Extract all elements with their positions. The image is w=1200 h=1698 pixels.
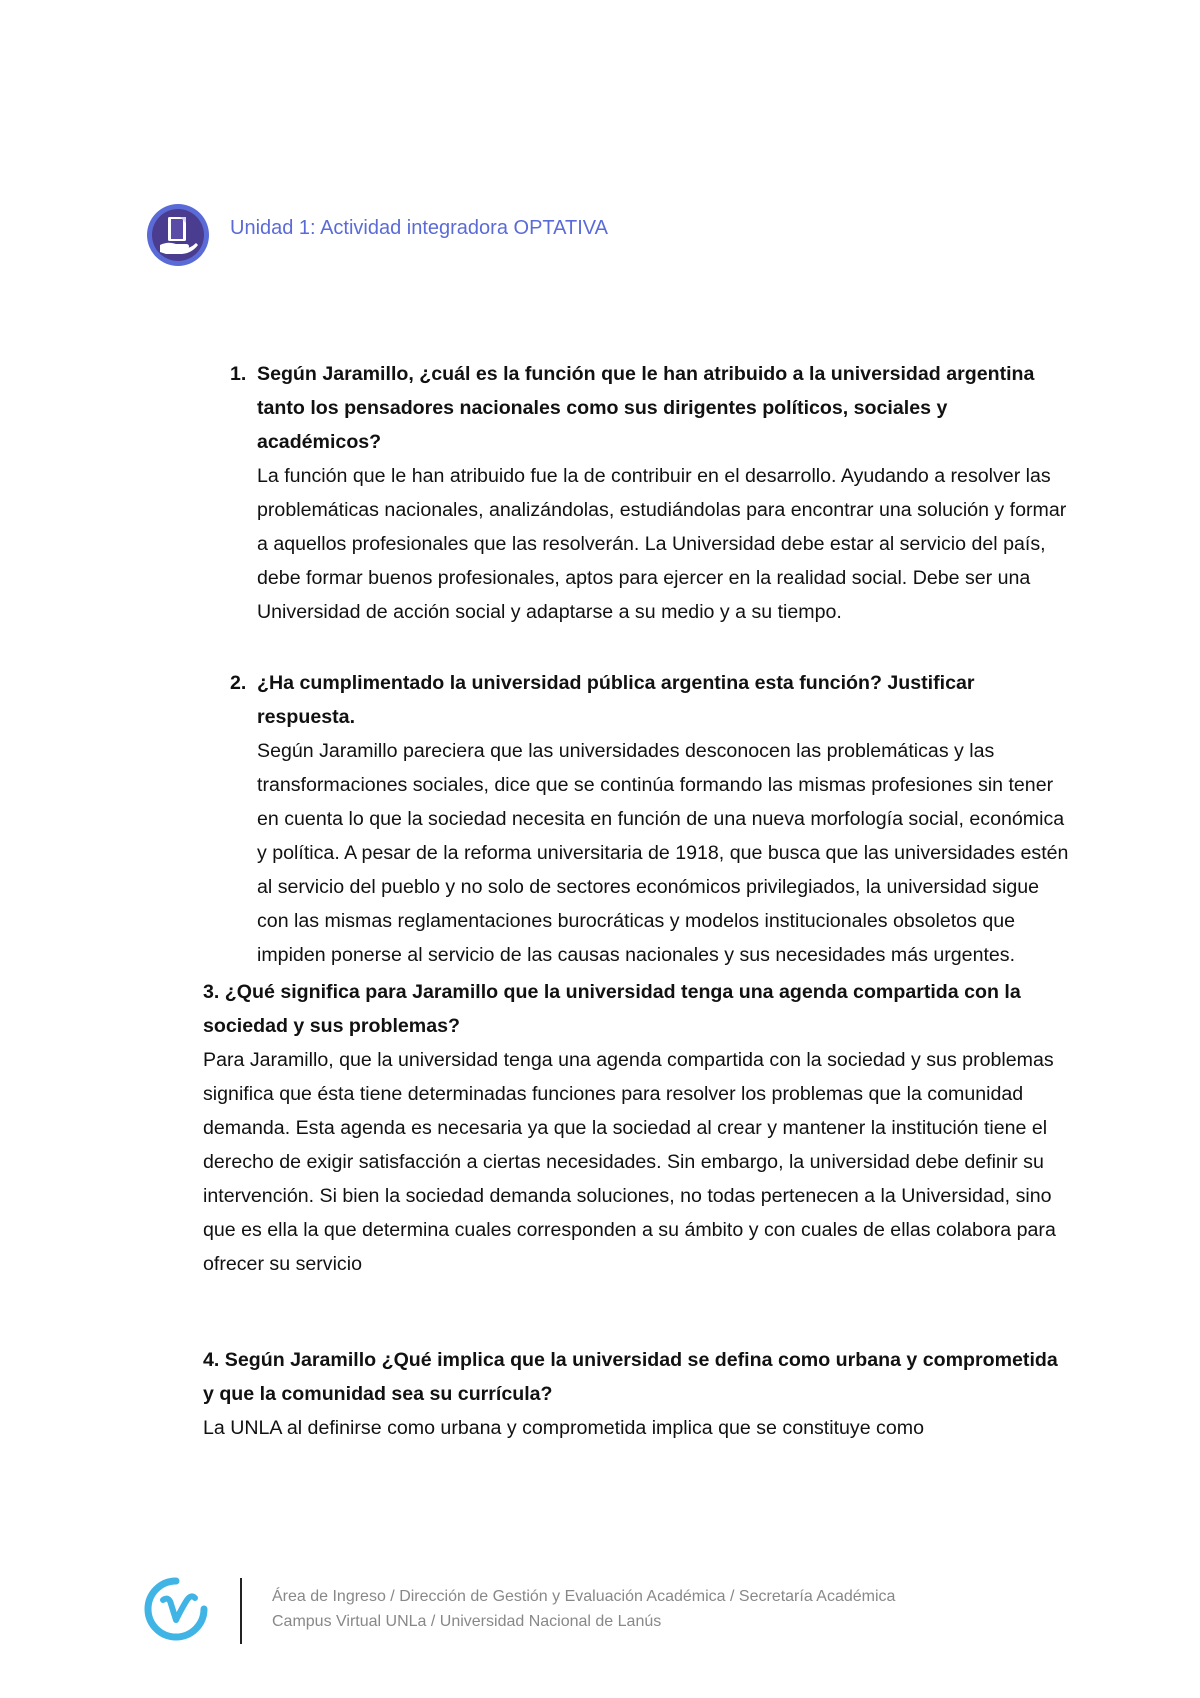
question-text: Según Jaramillo ¿Qué implica que la universidad se defina como urbana y comprometida y que la comunidad sea su currícula? [203,1349,1058,1405]
unit-title: Unidad 1: Actividad integradora OPTATIVA [230,217,608,239]
document-hand-icon [146,203,210,267]
question-number: 4. [203,1349,220,1371]
footer-line-1: Área de Ingreso / Dirección de Gestión y Evaluación Académica / Secretaría Académica [272,1588,896,1605]
question-block-4 [203,1343,1070,1445]
question-text: ¿Ha cumplimentado la universidad pública argentina esta función? Justificar respuesta. [257,672,975,728]
answer-text: La UNLA al definirse como urbana y comprometida implica que se constituye como [203,1417,924,1439]
footer-line-2: Campus Virtual UNLa / Universidad Nacional de Lanús [272,1613,662,1630]
question-block-2 [230,666,1070,972]
question-text-4 [203,1343,1070,1411]
page-footer [0,1576,1200,1656]
answer-text: Según Jaramillo pareciera que las universidades desconocen las problemáticas y las transformaciones sociales, dice que se continúa formando las mismas profesiones sin tener en cuenta lo que la sociedad necesita en función de una nueva morfología social, económica y política. A pesar de la reforma universitaria de 1918, que busca que las universidades estén al servicio del pueblo y no solo de sectores económicos privilegiados, la universidad sigue con las mismas reglamentaciones burocráticas y modelos institucionales obsoletos que impiden ponerse al servicio de las causas nacionales y sus necesidades más urgentes. [257,740,1069,966]
question-text: ¿Qué significa para Jaramillo que la universidad tenga una agenda compartida con la sociedad y sus problemas? [203,981,1021,1037]
document-body [203,357,1070,1445]
question-number: 3. [203,981,220,1003]
question-number: 2. [230,672,247,694]
footer-text [272,1584,895,1634]
question-text: Según Jaramillo, ¿cuál es la función que le han atribuido a la universidad argentina tanto los pensadores nacionales como sus dirigentes políticos, sociales y académicos? [257,363,1035,453]
question-text-3 [203,975,1070,1043]
unit-header [146,203,210,267]
answer-text: Para Jaramillo, que la universidad tenga una agenda compartida con la sociedad y sus problemas significa que ésta tiene determinadas funciones para resolver los problemas que la comunidad demanda. Esta agenda es necesaria ya que la sociedad al crear y mantener la institución tiene el derecho de exigir satisfacción a ciertas necesidades. Sin embargo, la universidad debe definir su intervención. Si bien la sociedad demanda soluciones, no todas pertenecen a la Universidad, sino que es ella la que determina cuales corresponden a su ámbito y con cuales de ellas colabora para ofrecer su servicio [203,1049,1056,1275]
campus-virtual-v-logo [143,1576,209,1642]
footer-divider [240,1578,242,1644]
question-block-3 [203,975,1070,1281]
question-block-1 [230,357,1070,629]
answer-text: La función que le han atribuido fue la de contribuir en el desarrollo. Ayudando a resolver las problemáticas nacionales, analizándolas, estudiándolas para encontrar una solución y formar a aquellos profesionales que las resolverán. La Universidad debe estar al servicio del país, debe formar buenos profesionales, aptos para ejercer en la realidad social. Debe ser una Universidad de acción social y adaptarse a su medio y a su tiempo. [257,465,1067,623]
question-number: 1. [230,363,247,385]
